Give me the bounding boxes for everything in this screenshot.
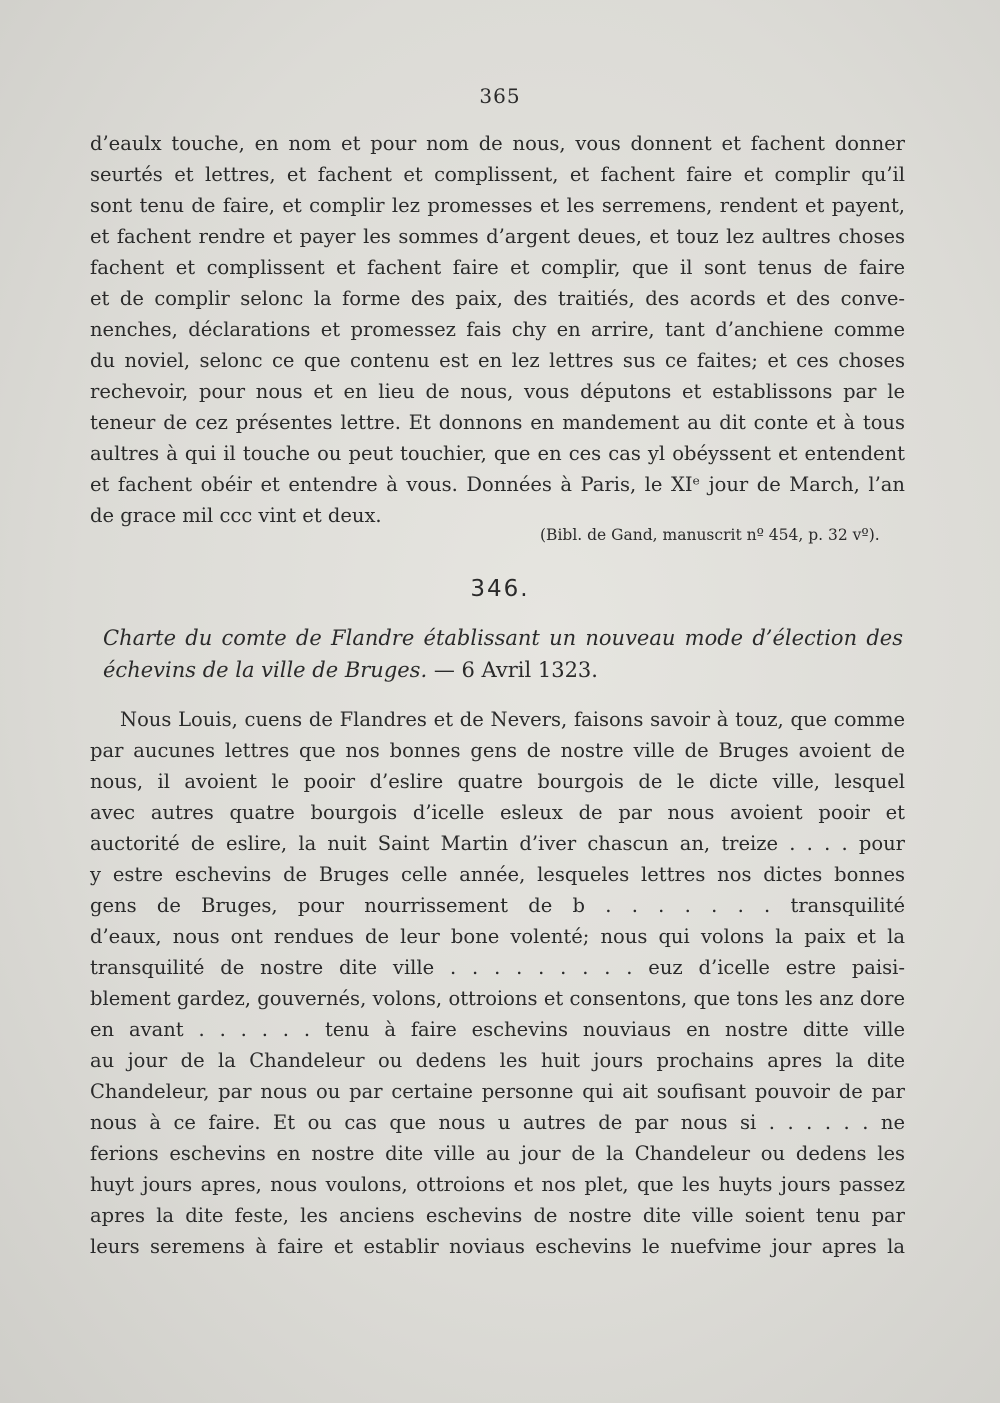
text-line: en avant . . . . . . tenu à faire eschevins nouviaus en nostre ditte ville bbox=[90, 1018, 905, 1041]
text-line: du noviel, selonc ce que contenu est en lez lettres sus ce faites; et ces choses bbox=[90, 349, 905, 372]
text-line: par aucunes lettres que nos bonnes gens de nostre ville de Bruges avoient de bbox=[90, 739, 905, 762]
charter-body bbox=[90, 704, 905, 1262]
text-line: nenches, déclarations et promessez fais chy en arrire, tant d’anchiene comme bbox=[90, 318, 905, 341]
text-line: Nous Louis, cuens de Flandres et de Nevers, faisons savoir à touz, que comme bbox=[120, 708, 905, 731]
text-line: teneur de cez présentes lettre. Et donnons en mandement au dit conte et à tous bbox=[90, 411, 905, 434]
section-number: 346. bbox=[470, 576, 530, 602]
text-line: Chandeleur, par nous ou par certaine personne qui ait soufisant pouvoir de par bbox=[90, 1080, 905, 1103]
text-line: aultres à qui il touche ou peut touchier, que en ces cas yl obéyssent et entendent bbox=[90, 442, 905, 465]
text-line: leurs seremens à faire et establir noviaus eschevins le nuefvime jour apres la bbox=[90, 1235, 905, 1258]
text-line: fachent et complissent et fachent faire et complir, que il sont tenus de faire bbox=[90, 256, 905, 279]
text-line: rechevoir, pour nous et en lieu de nous, vous députons et establissons par le bbox=[90, 380, 905, 403]
text-line: nous, il avoient le pooir d’eslire quatre bourgois de le dicte ville, lesquel bbox=[90, 770, 905, 793]
text-line: auctorité de eslire, la nuit Saint Martin d’iver chascun an, treize . . . . pour bbox=[90, 832, 905, 855]
text-line: sont tenu de faire, et complir lez promesses et les serremens, rendent et payent, bbox=[90, 194, 905, 217]
text-line: seurtés et lettres, et fachent et complissent, et fachent faire et complir qu’il bbox=[90, 163, 905, 186]
text-line: et de complir selonc la forme des paix, des traitiés, des acords et des conve- bbox=[90, 287, 905, 310]
title-line: Charte du comte de Flandre établissant un nouveau mode d’élection des bbox=[103, 626, 903, 650]
text-line: y estre eschevins de Bruges celle année, lesqueles lettres nos dictes bonnes bbox=[90, 863, 905, 886]
text-line: d’eaux, nous ont rendues de leur bone volenté; nous qui volons la paix et la bbox=[90, 925, 905, 948]
text-line: apres la dite feste, les anciens eschevins de nostre dite ville soient tenu par bbox=[90, 1204, 905, 1227]
text-line: au jour de la Chandeleur ou dedens les huit jours prochains apres la dite bbox=[90, 1049, 905, 1072]
text-line: et fachent obéir et entendre à vous. Données à Paris, le XIᵉ jour de March, l’an bbox=[90, 473, 905, 496]
text-line: avec autres quatre bourgois d’icelle esleux de par nous avoient pooir et bbox=[90, 801, 905, 824]
text-line: d’eaulx touche, en nom et pour nom de nous, vous donnent et fachent donner bbox=[90, 132, 905, 155]
text-line: huyt jours apres, nous voulons, ottroions et nos plet, que les huyts jours passez bbox=[90, 1173, 905, 1196]
paragraph-continuation bbox=[90, 128, 905, 531]
title-text: échevins de la ville de Bruges. bbox=[103, 658, 428, 682]
text-line: nous à ce faire. Et ou cas que nous u autres de par nous si . . . . . . ne bbox=[90, 1111, 905, 1134]
text-line: ferions eschevins en nostre dite ville au jour de la Chandeleur ou dedens les bbox=[90, 1142, 905, 1165]
text-line: et fachent rendre et payer les sommes d’argent deues, et touz lez aultres choses bbox=[90, 225, 905, 248]
text-line: gens de Bruges, pour nourrissement de b . . . . . . . transquilité bbox=[90, 894, 905, 917]
source-citation: (Bibl. de Gand, manuscrit nº 454, p. 32 vº). bbox=[540, 526, 880, 544]
title-date: — 6 Avril 1323. bbox=[427, 658, 598, 682]
charter-title bbox=[103, 622, 903, 686]
text-line: de grace mil ccc vint et deux. bbox=[90, 504, 382, 527]
text-line: transquilité de nostre dite ville . . . . . . . . . euz d’icelle estre paisi- bbox=[90, 956, 905, 979]
text-line: blement gardez, gouvernés, volons, ottroions et consentons, que tons les anz dore bbox=[90, 987, 905, 1010]
page-number: 365 bbox=[479, 84, 521, 108]
title-line bbox=[103, 654, 903, 686]
